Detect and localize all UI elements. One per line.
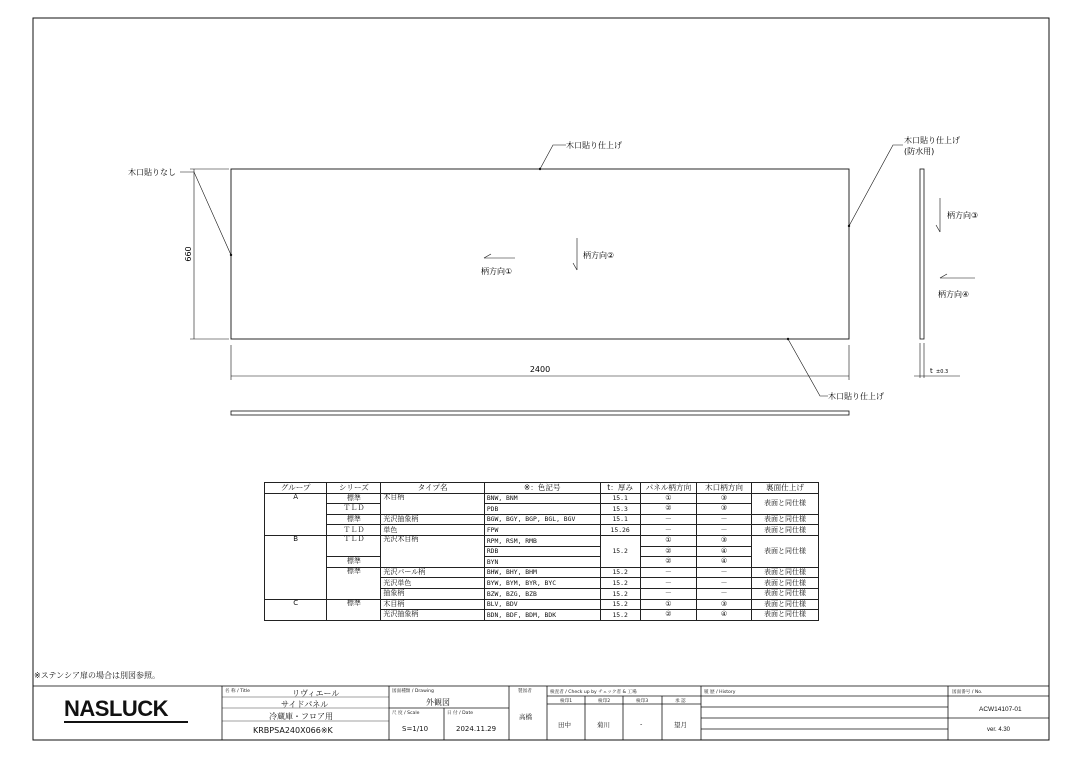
cell-group: B — [265, 535, 327, 599]
cell-back: 表面と同仕様 — [751, 493, 818, 514]
table-row — [265, 599, 819, 610]
cell-back: 表面と同仕様 — [751, 525, 818, 536]
title-line-4: KRBPSA240X066※K — [253, 726, 333, 735]
title-line-3: 冷蔵庫・フロア用 — [269, 712, 333, 721]
cell-back: 表面と同仕様 — [751, 535, 818, 567]
leader-no-edge — [180, 172, 232, 256]
cell-type: 光沢パール柄 — [381, 567, 484, 578]
cell-series: 標準 — [327, 514, 381, 525]
check-value-4: 望月 — [674, 721, 687, 729]
cell-thickness: 15.26 — [600, 525, 640, 536]
history-label: 履 歴 / History — [704, 690, 736, 695]
grain-arrow-3 — [936, 198, 940, 232]
scale-label: 尺 度 / Scale — [392, 711, 420, 716]
cell-edge-dir: － — [697, 567, 752, 578]
cell-edge-dir: ③ — [697, 493, 752, 504]
check-label: 検査者 / Check up by チェック者 & 工場 — [550, 690, 637, 695]
grain-arrow-4 — [940, 274, 975, 278]
cell-edge-dir: － — [697, 588, 752, 599]
cell-panel-dir: ② — [640, 546, 696, 557]
cell-type: 単色 — [381, 525, 484, 536]
cell-type: 木目柄 — [381, 599, 484, 610]
cell-series: ＴＬＤ — [327, 535, 381, 556]
cell-series: ＴＬＤ — [327, 525, 381, 536]
cell-edge-dir: － — [697, 525, 752, 536]
cell-series: 標準 — [327, 567, 381, 599]
cell-colors: BLV, BDV — [484, 599, 600, 610]
table-row — [265, 514, 819, 525]
title-line-2: サイドパネル — [281, 700, 329, 709]
cell-colors: BDN, BDF, BDM, BDK — [484, 610, 600, 621]
cell-panel-dir: ① — [640, 535, 696, 546]
check-col-1: 検印1 — [560, 699, 573, 704]
table-row — [265, 535, 819, 546]
cell-thickness: 15.2 — [600, 588, 640, 599]
label-edge-side-2: (防水用) — [904, 147, 935, 156]
date-label: 日 付 / Date — [447, 711, 474, 716]
header-back-finish: 裏面仕上げ — [751, 483, 818, 494]
drawing-value: 外観図 — [426, 698, 450, 707]
cell-thickness: 15.2 — [600, 567, 640, 578]
cell-panel-dir: ② — [640, 610, 696, 621]
leader-edge-side — [848, 145, 903, 227]
cell-type: 光沢抽象柄 — [381, 514, 484, 525]
header-thickness: t：厚み — [600, 483, 640, 494]
label-edge-bottom: 木口貼り仕上げ — [828, 392, 884, 401]
table-row — [265, 557, 819, 568]
header-group: グループ — [265, 483, 327, 494]
panel-top-view — [231, 411, 849, 415]
cell-edge-dir: ③ — [697, 599, 752, 610]
cell-back: 表面と同仕様 — [751, 610, 818, 621]
thickness-dim-label: t — [930, 367, 933, 375]
check-value-1: 田中 — [558, 721, 571, 729]
cell-colors: RPM, RSM, RMB — [484, 535, 600, 546]
width-dimension — [231, 345, 849, 380]
cell-back: 表面と同仕様 — [751, 588, 818, 599]
header-series: シリーズ — [327, 483, 381, 494]
cell-colors: PDB — [484, 504, 600, 515]
cell-type: 光沢抽象柄 — [381, 610, 484, 621]
cell-panel-dir: － — [640, 525, 696, 536]
cell-thickness: 15.2 — [600, 610, 640, 621]
table-row — [265, 504, 819, 515]
cell-series: 標準 — [327, 599, 381, 620]
cell-edge-dir: ③ — [697, 504, 752, 515]
cell-back: 表面と同仕様 — [751, 514, 818, 525]
spec-table — [264, 482, 819, 621]
cell-series: 標準 — [327, 557, 381, 568]
cell-edge-dir: － — [697, 578, 752, 589]
cell-colors: BHW, BHY, BHM — [484, 567, 600, 578]
cell-colors: BYW, BYM, BYR, BYC — [484, 578, 600, 589]
cell-colors: BNW, BNM — [484, 493, 600, 504]
header-color-code: ※：色記号 — [484, 483, 600, 494]
cell-edge-dir: ③ — [697, 535, 752, 546]
leader-edge-top — [539, 145, 566, 170]
table-row — [265, 567, 819, 578]
cell-panel-dir: ② — [640, 504, 696, 515]
sheet-border — [33, 18, 1049, 740]
scale-value: S=1/10 — [402, 725, 429, 733]
cell-edge-dir: － — [697, 514, 752, 525]
stencia-note: ※ステンシア扉の場合は別図参照。 — [34, 671, 160, 680]
number-value: ACW14107-01 — [979, 706, 1022, 713]
check-col-2: 検印2 — [598, 699, 611, 704]
cell-colors: BYN — [484, 557, 600, 568]
grain-arrow-1 — [484, 254, 515, 258]
cell-thickness: 15.2 — [600, 599, 640, 610]
thickness-tolerance: ±0.3 — [936, 369, 949, 375]
grain-arrow-2 — [573, 238, 577, 270]
date-value: 2024.11.29 — [456, 725, 497, 733]
label-edge-top: 木口貼り仕上げ — [566, 141, 622, 150]
cell-type: 光沢木目柄 — [381, 535, 484, 567]
cell-thickness: 15.2 — [600, 578, 640, 589]
width-dim-label: 2400 — [529, 365, 551, 374]
cell-edge-dir: ④ — [697, 610, 752, 621]
height-dim-label: 660 — [184, 246, 193, 262]
cell-group: C — [265, 599, 327, 620]
cell-edge-dir: ④ — [697, 546, 752, 557]
check-col-3: 検印3 — [636, 699, 649, 704]
cell-series: ＴＬＤ — [327, 504, 381, 515]
panel-side-view — [920, 169, 924, 339]
cell-colors: BZW, BZG, BZB — [484, 588, 600, 599]
header-type: タイプ名 — [381, 483, 484, 494]
title-label: 名 称 / Title — [225, 689, 250, 694]
check-col-4: 承 認 — [675, 699, 686, 704]
header-panel-grain: パネル柄方向 — [640, 483, 696, 494]
cell-panel-dir: ② — [640, 557, 696, 568]
logo-underline — [64, 721, 188, 723]
spec-table-header — [265, 483, 819, 494]
cell-panel-dir: － — [640, 588, 696, 599]
cell-colors: FPW — [484, 525, 600, 536]
cell-type: 抽象柄 — [381, 588, 484, 599]
number-label: 図面番号 / No. — [952, 690, 983, 695]
label-edge-side-1: 木口貼り仕上げ — [904, 136, 960, 145]
cell-type: 光沢単色 — [381, 578, 484, 589]
cell-back: 表面と同仕様 — [751, 599, 818, 610]
label-dir-4: 柄方向④ — [938, 290, 970, 299]
cell-panel-dir: ① — [640, 599, 696, 610]
check-value-2: 菊川 — [597, 721, 610, 729]
cell-back: 表面と同仕様 — [751, 567, 818, 578]
cell-edge-dir: ④ — [697, 557, 752, 568]
table-row — [265, 525, 819, 536]
cell-thickness: 15.1 — [600, 514, 640, 525]
label-dir-3: 柄方向③ — [947, 211, 979, 220]
panel-front-view — [231, 169, 849, 339]
check-value-3: - — [640, 720, 643, 728]
cell-group: A — [265, 493, 327, 535]
drafter-value: 高橋 — [519, 713, 532, 721]
header-edge-grain: 木口柄方向 — [697, 483, 752, 494]
height-dimension — [190, 169, 229, 339]
drawing-label: 図面種類 / Drawing — [392, 689, 434, 694]
cell-back: 表面と同仕様 — [751, 578, 818, 589]
version: ver. 4.30 — [987, 727, 1011, 733]
title-line-1: リヴィエール — [292, 689, 340, 698]
label-dir-2: 柄方向② — [583, 251, 615, 260]
cell-thickness: 15.1 — [600, 493, 640, 504]
cell-colors: BGW, BGY, BGP, BGL, BGV — [484, 514, 600, 525]
table-row — [265, 493, 819, 504]
drafter-label: 製図者 — [518, 689, 532, 694]
cell-panel-dir: － — [640, 514, 696, 525]
cell-colors: RDB — [484, 546, 600, 557]
cell-panel-dir: － — [640, 578, 696, 589]
cell-thickness: 15.2 — [600, 535, 640, 567]
cell-panel-dir: ① — [640, 493, 696, 504]
cell-thickness: 15.3 — [600, 504, 640, 515]
label-no-edge-banding: 木口貼りなし — [128, 168, 176, 177]
cell-series: 標準 — [327, 493, 381, 504]
leader-edge-bottom — [787, 338, 828, 396]
label-dir-1: 柄方向① — [481, 267, 513, 276]
cell-panel-dir: － — [640, 567, 696, 578]
cell-type: 木目柄 — [381, 493, 484, 514]
logo-text: NASLUCK — [64, 696, 169, 721]
nasluck-logo — [64, 698, 194, 720]
